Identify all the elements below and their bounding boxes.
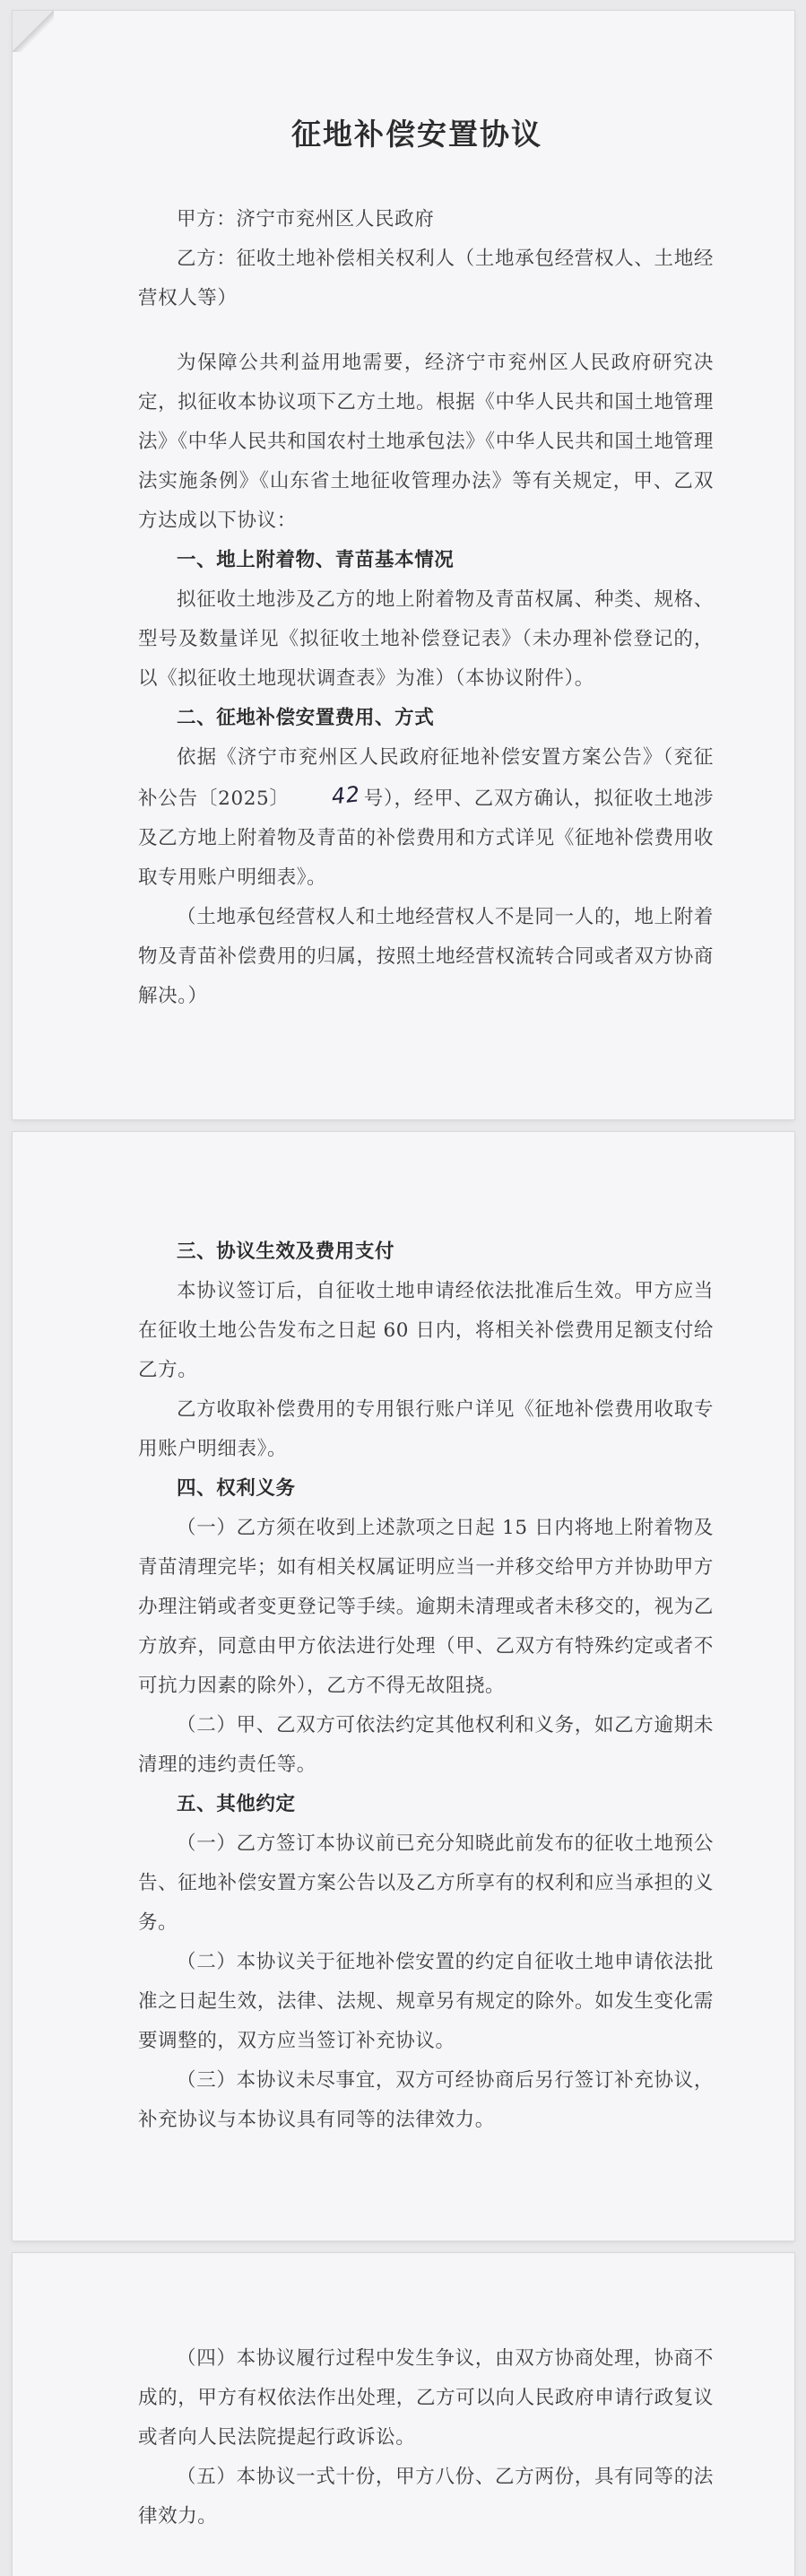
section-3-paragraph-2: 乙方收取补偿费用的专用银行账户详见《征地补偿费用收取专用账户明细表》。 <box>138 1398 714 1460</box>
document-page-3 <box>13 2253 794 2576</box>
section-4-paragraph-1: （一）乙方须在收到上述款项之日起 15 日内将地上附着物及青苗清理完毕；如有相关权属证明应当一并移交给甲方并协助甲方办理注销或者变更登记等手续。逾期未清理或者未移交的，视为乙方放弃，同意由甲方依法进行处理（甲、乙双方有特殊约定或者不可抗力因素的除外），乙方不得无故阻挠。 <box>138 1517 714 1697</box>
section-5-heading: 五、其他约定 <box>177 1793 296 1815</box>
party-a: 甲方：济宁市兖州区人民政府 <box>177 208 435 231</box>
page-curl-shadow <box>13 11 54 52</box>
section-3-paragraph-1: 本协议签订后，自征收土地申请经依法批准后生效。甲方应当在征收土地公告发布之日起 60 日内，将相关补偿费用足额支付给乙方。 <box>138 1280 714 1381</box>
section-5-paragraph-4: （四）本协议履行过程中发生争议，由双方协商处理，协商不成的，甲方有权依法作出处理，乙方可以向人民政府申请行政复议或者向人民法院提起行政诉讼。 <box>138 2347 714 2449</box>
section-2-heading: 二、征地补偿安置费用、方式 <box>177 707 435 729</box>
section-2-paragraph-2: （土地承包经营权人和土地经营权人不是同一人的，地上附着物及青苗补偿费用的归属，按照土地经营权流转合同或者双方协商解决。） <box>138 906 714 1007</box>
section-2-text-after: 号），经甲、乙双方确认，拟征收土地涉及乙方地上附着物及青苗的补偿费用和方式详见《征地补偿费用收取专用账户明细表》。 <box>138 788 714 889</box>
section-2-paragraph-1 <box>138 738 714 898</box>
section-5-paragraph-2: （二）本协议关于征地补偿安置的约定自征收土地申请依法批准之日起生效，法律、法规、规章另有规定的除外。如发生变化需要调整的，双方应当签订补充协议。 <box>138 1951 714 2052</box>
document-page-2 <box>13 1132 794 2241</box>
section-4-paragraph-2: （二）甲、乙双方可依法约定其他权利和义务，如乙方逾期未清理的违约责任等。 <box>138 1714 714 1776</box>
page-3-content <box>138 2253 714 2537</box>
handwritten-announcement-number: 42 <box>330 781 361 810</box>
section-1-heading: 一、地上附着物、青苗基本情况 <box>177 549 455 571</box>
section-2-text-before: 依据《济宁市兖州区人民政府征地补偿安置方案公告》（兖征补公告〔2025〕 <box>138 746 714 810</box>
section-1-paragraph: 拟征收土地涉及乙方的地上附着物及青苗权属、种类、规格、型号及数量详见《拟征收土地补偿登记表》（未办理补偿登记的，以《拟征收土地现状调查表》为准）（本协议附件）。 <box>138 588 714 690</box>
document-title: 征地补偿安置协议 <box>291 117 542 152</box>
section-4-heading: 四、权利义务 <box>177 1477 296 1500</box>
party-b: 乙方：征收土地补偿相关权利人（土地承包经营权人、土地经营权人等） <box>138 248 714 309</box>
section-5-paragraph-1: （一）乙方签订本协议前已充分知晓此前发布的征收土地预公告、征地补偿安置方案公告以及乙方所享有的权利和应当承担的义务。 <box>138 1832 714 1934</box>
spacer <box>138 318 714 344</box>
section-3-heading: 三、协议生效及费用支付 <box>177 1240 395 1263</box>
section-5-paragraph-3: （三）本协议未尽事宜，双方可经协商后另行签订补充协议，补充协议与本协议具有同等的法律效力。 <box>138 2069 714 2131</box>
document-page-1 <box>13 11 794 1119</box>
page-2-content <box>138 1132 714 2140</box>
intro-paragraph: 为保障公共利益用地需要，经济宁市兖州区人民政府研究决定，拟征收本协议项下乙方土地。根据《中华人民共和国土地管理法》《中华人民共和国农村土地承包法》《中华人民共和国土地管理法实施条例》《山东省土地征收管理办法》等有关规定，甲、乙双方达成以下协议： <box>138 352 714 532</box>
section-5-paragraph-5: （五）本协议一式十份，甲方八份、乙方两份，具有同等的法律效力。 <box>138 2466 714 2528</box>
